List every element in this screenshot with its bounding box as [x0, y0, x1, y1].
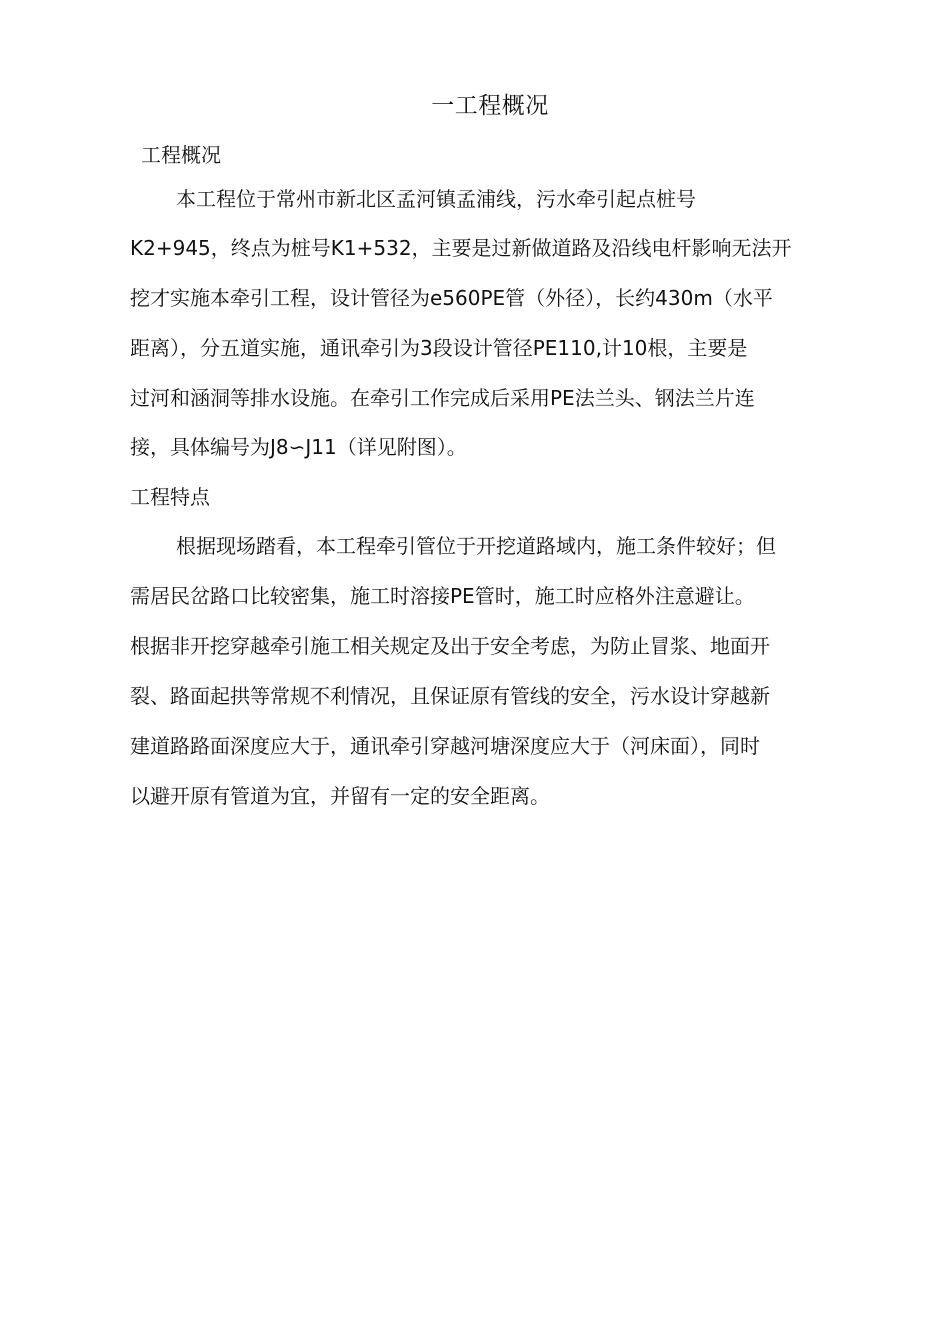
paragraph-line: 裂、路面起拱等常规不利情况，且保证原有管线的安全，污水设计穿越新: [130, 684, 770, 708]
paragraph-line: 以避开原有管道为宜，并留有一定的安全距离。: [130, 784, 550, 808]
paragraph-line: 建道路路面深度应大于，通讯牵引穿越河塘深度应大于（河床面），同时: [130, 734, 760, 758]
paragraph-line: 本工程位于常州市新北区孟河镇孟浦线，污水牵引起点桩号: [176, 187, 696, 211]
paragraph-line: 距离），分五道实施，通讯牵引为3段设计管径PE110,计10根，主要是: [130, 336, 748, 360]
section-heading-overview: 工程概况: [141, 143, 221, 167]
section-heading-features: 工程特点: [130, 485, 210, 509]
document-title: 一工程概况: [431, 93, 549, 119]
paragraph-line: 过河和涵洞等排水设施。在牵引工作完成后采用PE法兰头、钢法兰片连: [130, 386, 755, 410]
paragraph-line: 根据非开挖穿越牵引施工相关规定及出于安全考虑，为防止冒浆、地面开: [130, 634, 770, 658]
paragraph-line: 需居民岔路口比较密集，施工时溶接PE管时，施工时应格外注意避让。: [130, 584, 755, 608]
paragraph-line: 挖才实施本牵引工程，设计管径为e560PE管（外径），长约430m（水平: [130, 286, 773, 310]
paragraph-line: 根据现场踏看，本工程牵引管位于开挖道路域内，施工条件较好；但: [176, 534, 776, 558]
paragraph-line: 接，具体编号为J8∽J11（详见附图）。: [130, 435, 467, 459]
paragraph-line: K2+945，终点为桩号K1+532，主要是过新做道路及沿线电杆影响无法开: [130, 236, 792, 260]
